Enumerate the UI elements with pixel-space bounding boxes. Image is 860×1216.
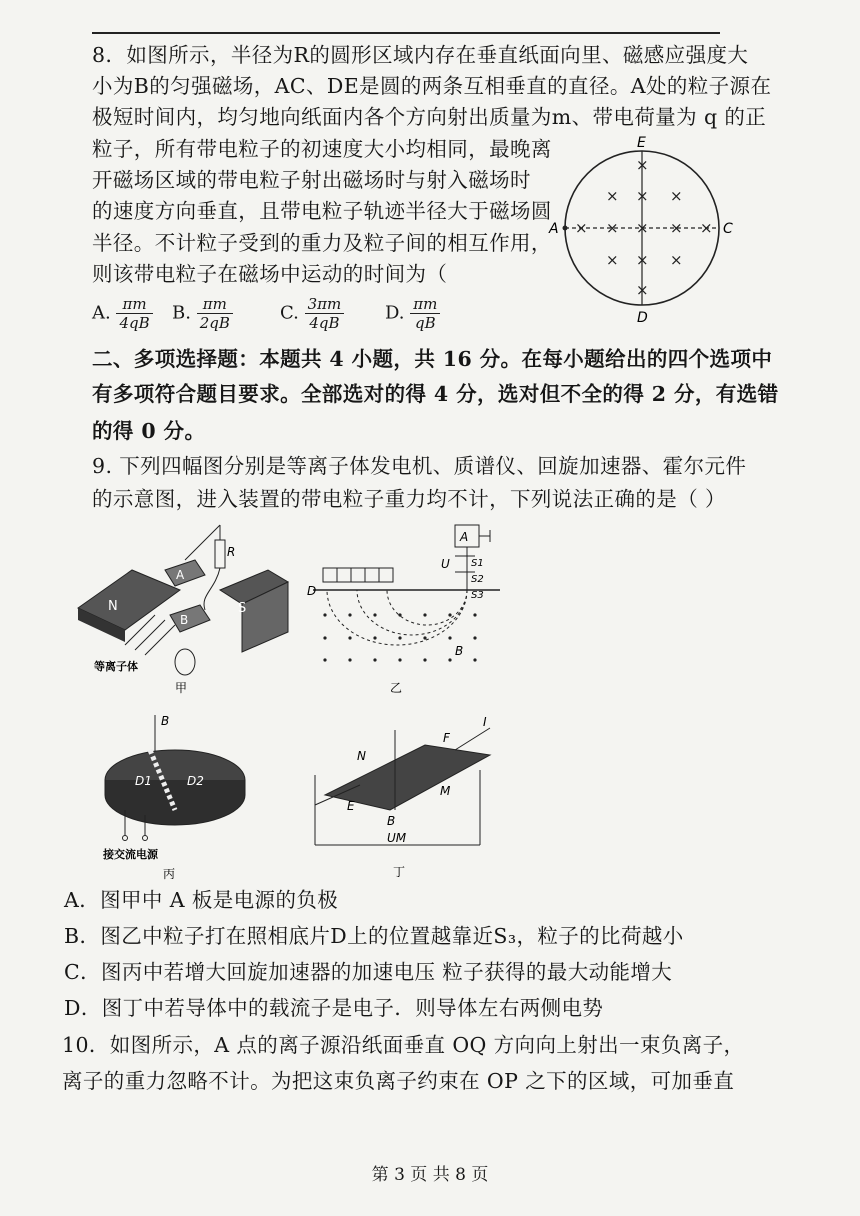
svg-text:×: ×	[606, 251, 619, 269]
svg-text:丁: 丁	[393, 865, 406, 879]
svg-text:接交流电源: 接交流电源	[103, 848, 158, 861]
top-rule	[92, 32, 720, 34]
svg-text:S1: S1	[471, 558, 484, 569]
svg-text:×: ×	[636, 156, 649, 174]
magnetic-field-circle-figure	[545, 135, 740, 330]
q9-line-1: 9. 下列四幅图分别是等离子体发电机、质谱仪、回旋加速器、霍尔元件	[92, 454, 747, 478]
svg-text:×: ×	[636, 187, 649, 205]
q9-option-a: A．图甲中 A 板是电源的负极	[64, 888, 339, 912]
q8-line-7: 半径。不计粒子受到的重力及粒子间的相互作用，	[92, 231, 552, 255]
svg-text:F: F	[443, 731, 450, 745]
svg-text:×: ×	[636, 281, 649, 299]
page-footer: 第 3 页 共 8 页	[371, 1165, 489, 1185]
q8-line-5: 开磁场区域的带电粒子射出磁场时与射入磁场时	[92, 168, 531, 192]
svg-text:×: ×	[670, 219, 683, 237]
svg-text:N: N	[357, 749, 366, 763]
q8-line-8: 则该带电粒子在磁场中运动的时间为（	[92, 262, 448, 286]
section2-line-3: 的得 0 分。	[92, 419, 206, 443]
q8-line-4: 粒子，所有带电粒子的初速度大小均相同，最晚离	[92, 137, 552, 161]
svg-text:等离子体: 等离子体	[94, 660, 138, 673]
plasma-generator-figure	[70, 520, 295, 695]
svg-text:×: ×	[575, 219, 588, 237]
section2-line-2: 有多项符合题目要求。全部选对的得 4 分，选对但不全的得 2 分，有选错	[92, 382, 779, 406]
svg-text:丙: 丙	[163, 867, 176, 880]
label-d: D	[637, 310, 648, 326]
svg-text:I: I	[483, 715, 487, 729]
svg-text:A: A	[176, 568, 185, 582]
svg-text:D2: D2	[187, 774, 204, 788]
svg-text:×: ×	[670, 251, 683, 269]
q8-option-d: D. $\frac{\pi m}{qB}$	[385, 295, 440, 332]
svg-text:A: A	[460, 530, 469, 544]
q9-option-c: C．图丙中若增大回旋加速器的加速电压 粒子获得的最大动能增大	[64, 960, 673, 984]
svg-text:乙: 乙	[390, 681, 403, 695]
mass-spectrometer-figure	[305, 520, 510, 695]
label-a: A	[549, 221, 559, 237]
svg-text:B: B	[161, 714, 170, 728]
q10-line-1: 10．如图所示，A 点的离子源沿纸面垂直 OQ 方向向上射出一束负离子，	[62, 1033, 745, 1057]
q8-option-a: A. $\frac{\pi m}{4qB}$	[92, 295, 153, 332]
q9-line-2: 的示意图，进入装置的带电粒子重力均不计，下列说法正确的是（ ）	[92, 487, 726, 511]
svg-text:×: ×	[670, 187, 683, 205]
svg-text:D: D	[307, 584, 317, 598]
svg-text:U: U	[441, 557, 450, 571]
svg-text:D1: D1	[135, 774, 152, 788]
q9-option-b: B．图乙中粒子打在照相底片D上的位置越靠近S₃，粒子的比荷越小	[64, 924, 684, 948]
q8-line-3: 极短时间内，均匀地向纸面内各个方向射出质量为m、带电荷量为 q 的正	[92, 105, 767, 129]
q8-line-2: 小为B的匀强磁场，AC、DE是圆的两条互相垂直的直径。A处的粒子源在	[92, 74, 772, 98]
svg-text:×: ×	[606, 219, 619, 237]
label-c: C	[723, 221, 733, 237]
svg-text:B: B	[180, 613, 189, 627]
section2-line-1: 二、多项选择题：本题共 4 小题，共 16 分。在每小题给出的四个选项中	[92, 347, 773, 371]
q9-option-d: D．图丁中若导体中的载流子是电子．则导体左右两侧电势	[64, 996, 604, 1020]
svg-text:×: ×	[700, 219, 713, 237]
svg-text:甲: 甲	[175, 681, 188, 695]
svg-text:B: B	[455, 644, 464, 658]
svg-text:R: R	[227, 545, 236, 559]
svg-text:×: ×	[636, 251, 649, 269]
q8-line-6: 的速度方向垂直，且带电粒子轨迹半径大于磁场圆	[92, 199, 552, 223]
svg-text:S: S	[238, 601, 247, 616]
svg-text:B: B	[387, 814, 396, 828]
hall-element-figure	[305, 710, 505, 880]
svg-text:UM: UM	[387, 831, 407, 845]
svg-text:M: M	[440, 784, 451, 798]
q8-option-b: B. $\frac{\pi m}{2qB}$	[172, 295, 233, 332]
svg-text:×: ×	[606, 187, 619, 205]
label-e: E	[637, 135, 646, 151]
svg-text:E: E	[347, 799, 355, 813]
q8-line-1: 8．如图所示，半径为R的圆形区域内存在垂直纸面向里、磁感应强度大	[92, 43, 749, 67]
svg-text:N: N	[108, 599, 118, 614]
svg-text:S3: S3	[471, 590, 484, 601]
svg-text:×: ×	[636, 219, 649, 237]
cyclotron-figure	[95, 710, 265, 880]
svg-text:S2: S2	[471, 574, 484, 585]
q8-option-c: C. $\frac{3\pi m}{4qB}$	[280, 295, 344, 332]
q10-line-2: 离子的重力忽略不计。为把这束负离子约束在 OP 之下的区域，可加垂直	[62, 1069, 735, 1093]
